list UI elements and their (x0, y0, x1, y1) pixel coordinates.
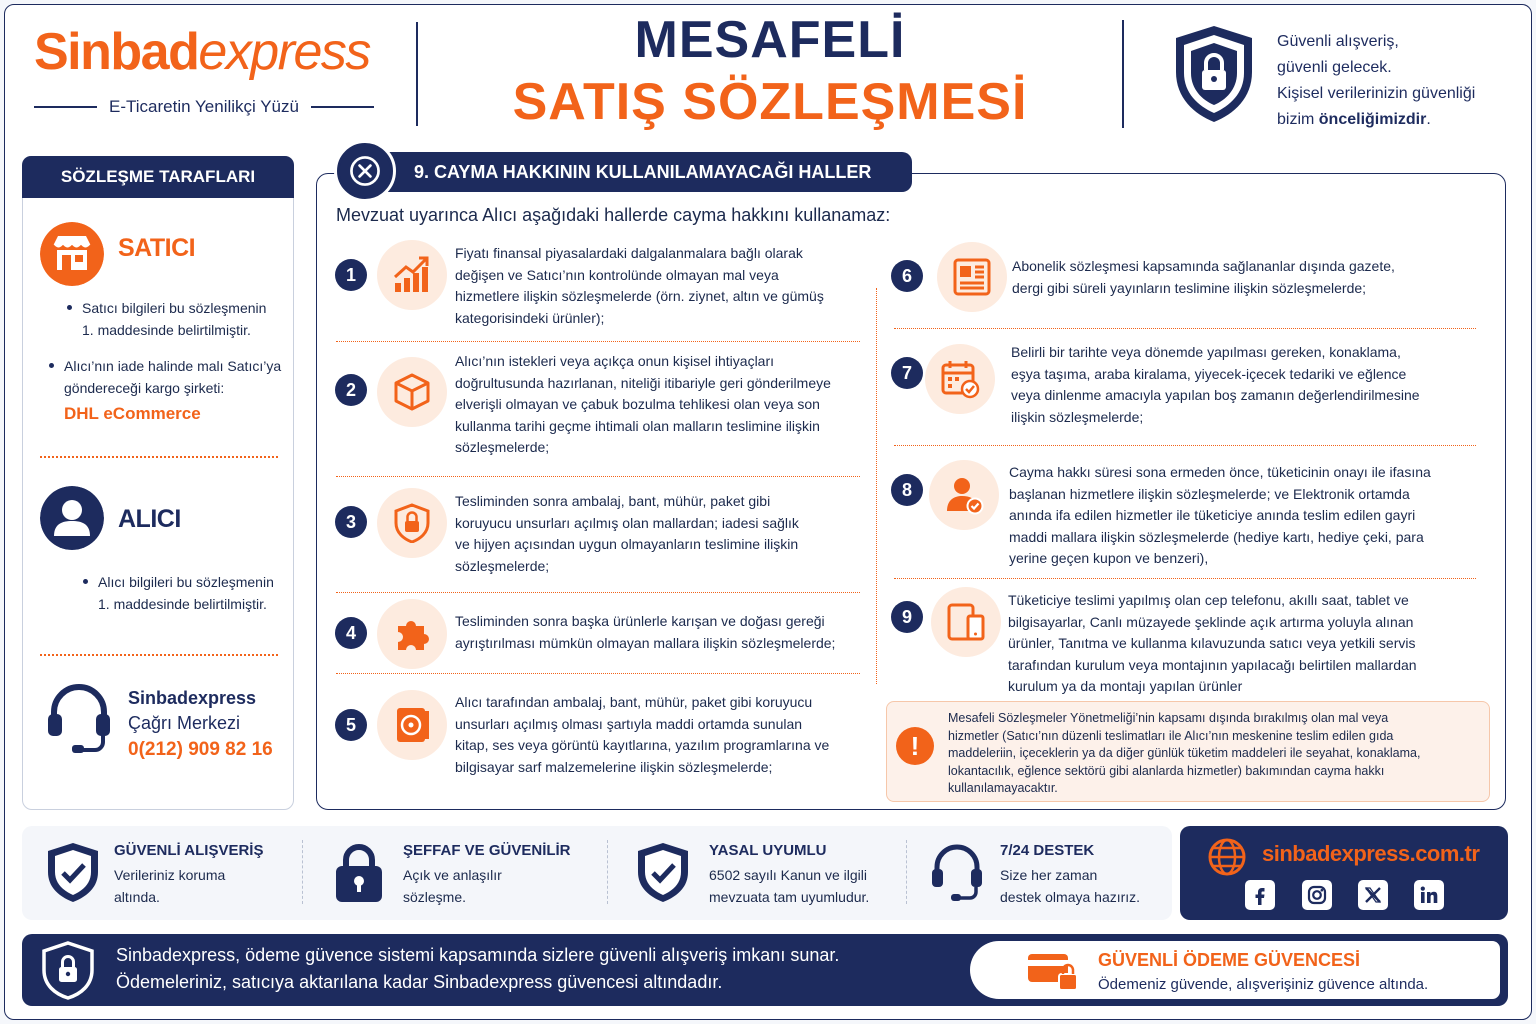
column-divider (876, 288, 877, 684)
headset-icon (44, 682, 114, 754)
item-text: Tesliminden sonra başka ürünlerle karışan ve doğası gereği ayrıştırılması mümkün olmayan mallara ilişkin sözleşmelerde; (455, 613, 836, 651)
divider (336, 673, 860, 674)
item-text: Cayma hakkı süresi sona ermeden önce, tüketicinin onayı ile ifasına başlanan hizmetlere ilişkin sözleşmelerde; ve Elektronik ortamda anında ifa edilen hizmetler ile tüketiciye anında teslim edilen gayri maddi mallara ilişkin sözleşmelerde (hediye kartı, hediye çeki, para yerine geçen kupon ve benzeri), (1009, 464, 1431, 567)
media-disc-icon (377, 690, 447, 760)
callcenter-phone[interactable]: 0(212) 909 82 16 (128, 739, 273, 760)
card-lock-icon (1026, 950, 1080, 992)
feature-text: Açık ve anlaşılır sözleşme. (403, 867, 502, 905)
item-text: Alıcı’nın istekleri veya açıkça onun kişisel ihtiyaçları doğrultusunda hazırlanan, niteliği itibariyle geri gönderilmeye elverişli olmayan ve çabuk bozulma tehlikesi olan veya son kullanma tarihi geçme ihtimali olan malların teslimine ilişkin sözleşmelerde; (455, 353, 831, 456)
shield-lock-icon (40, 940, 96, 1000)
website-link[interactable]: sinbadexpress.com.tr (1262, 841, 1480, 866)
divider (40, 654, 278, 656)
seller-info-bullet: Satıcı bilgileri bu sözleşmenin 1. maddesinde belirtilmiştir. (64, 297, 266, 341)
section-intro: Mevzuat uyarınca Alıcı aşağıdaki hallerde cayma hakkını kullanamaz: (336, 205, 891, 225)
callcenter-label: Çağrı Merkezi (128, 713, 241, 733)
divider (906, 840, 907, 904)
scope-note-text: Mesafeli Sözleşmeler Yönetmeliği’nin kapsamı dışında bırakılmış olan mal veya hizmetler (Satıcı’nın düzenli teslimatları ile Alıcı’nın meskenine teslim edilen gıda maddeleriin, içeceklerin ya da diğer günlük tüketim maddeleri ile seyahat, konaklama, lokantacılık, eğlence sektörü gibi alanlarda hizmetler) bakımından cayma hakkı kullanılamayacaktır. (948, 711, 1421, 795)
calendar-check-icon (925, 344, 995, 414)
chart-growth-icon (377, 240, 447, 310)
divider (40, 456, 278, 458)
feature-text: 6502 sayılı Kanun ve ilgili mevzuata tam uyumludur. (709, 867, 870, 905)
callcenter-name: Sinbadexpress (128, 688, 257, 708)
divider (336, 592, 860, 593)
cancel-circle-icon (334, 140, 396, 202)
page-title-line1: MESAFELİ (634, 11, 906, 69)
seller-cargo-bullet: Alıcı’nın iade halinde malı Satıcı’ya göndereceği kargo şirketi: (46, 355, 281, 399)
devices-icon (931, 587, 1001, 657)
secure-payment-text: Ödemeniz güvende, alışverişiniz güvence altında. (1098, 976, 1429, 993)
globe-icon (1206, 836, 1248, 878)
item-number: 7 (891, 357, 923, 389)
shield-check-icon (44, 840, 102, 904)
item-text: Abonelik sözleşmesi kapsamında sağlananlar dışında gazete, dergi gibi süreli yayınların teslimine ilişkin sözleşmelerde; (1012, 258, 1395, 296)
divider (894, 328, 1476, 329)
item-number: 6 (891, 260, 923, 292)
exclamation-icon: ! (896, 727, 934, 765)
item-number: 5 (335, 709, 367, 741)
feature-text: Verileriniz koruma altında. (114, 867, 226, 905)
user-icon (40, 486, 104, 550)
header-divider (1122, 20, 1124, 128)
guarantee-text: Sinbadexpress, ödeme güvence sistemi kapsamında sizlere güvenli alışveriş imkanı sunar. Ödemeleriniz, satıcıya aktarılana kadar Sinbadexpress güvencesi altındadır. (116, 945, 840, 992)
cargo-company: DHL eCommerce (64, 404, 201, 423)
item-number: 1 (335, 259, 367, 291)
page-title-line2: SATIŞ SÖZLEŞMESİ (512, 73, 1028, 131)
item-number: 8 (891, 474, 923, 506)
lock-icon (330, 840, 388, 904)
divider (607, 840, 608, 904)
headset-icon (928, 840, 986, 904)
feature-title: GÜVENLİ ALIŞVERİŞ (114, 842, 264, 859)
facebook-icon[interactable] (1245, 880, 1275, 910)
buyer-info-bullet: Alıcı bilgileri bu sözleşmenin 1. maddesinde belirtilmiştir. (80, 571, 274, 615)
feature-text: Size her zaman destek olmaya hazırız. (1000, 867, 1141, 905)
shield-lock-icon (377, 488, 447, 558)
feature-title: 7/24 DESTEK (1000, 842, 1095, 859)
secure-payment-title: GÜVENLİ ÖDEME GÜVENCESİ (1098, 950, 1361, 970)
item-text: Alıcı tarafından ambalaj, bant, mühür, paket gibi koruyucu unsurları açılmış olması şartıyla maddi ortamda sunulan kitap, ses veya görüntü kayıtlarına, yazılım programlarına ve bilgisayar sarf malzemelerine ilişkin sözleşmelerde; (455, 694, 830, 775)
item-text: Fiyatı finansal piyasalardaki dalgalanmalara bağlı olarak değişen ve Satıcı’nın kontrolünde olmayan mal veya hizmetlere ilişkin sözleşmelerde (örn. ziynet, altın ve gümüş kategorisindeki ürünler); (455, 245, 824, 326)
parties-heading: SÖZLEŞME TARAFLARI (22, 156, 294, 198)
item-number: 3 (335, 506, 367, 538)
feature-title: YASAL UYUMLU (709, 842, 827, 859)
user-check-icon (929, 460, 999, 530)
instagram-icon[interactable] (1302, 880, 1332, 910)
brand-logo[interactable]: Sinbadexpress (34, 23, 370, 81)
divider (894, 578, 1476, 579)
item-text: Tüketiciye teslimi yapılmış olan cep telefonu, akıllı saat, tablet ve bilgisayarlar, Canlı müzayede şeklinde açık artırma yoluyla alınan ürünler, Tanıtma ve kullanma kılavuzunda satıcı veya yetkili servis tarafından kurulum veya montajının yapılacağı belirtilen mallardan kurulum ya da montajı yapılan ürünler (1008, 592, 1417, 695)
divider (336, 476, 860, 477)
puzzle-icon (377, 599, 447, 669)
shield-check-icon (634, 840, 692, 904)
feature-title: ŞEFFAF VE GÜVENİLİR (403, 842, 571, 859)
header-divider (416, 22, 418, 126)
divider (894, 445, 1476, 446)
store-icon (40, 222, 104, 286)
buyer-title: ALICI (118, 505, 181, 533)
linkedin-icon[interactable] (1414, 880, 1444, 910)
brand-tagline: E-Ticaretin Yenilikçi Yüzü (34, 97, 374, 117)
item-text: Belirli bir tarihte veya dönemde yapılması gereken, konaklama, eşya taşıma, araba kiralama, yiyecek-içecek tedariki ve eğlence veya dinlenme amacıyla yapılan boş zamanın değerlendirilmesine ilişkin sözleşmelerde; (1011, 344, 1420, 425)
box-icon (377, 357, 447, 427)
x-icon[interactable] (1358, 880, 1388, 910)
security-message: Güvenli alışveriş, güvenli gelecek. Kişisel verilerinizin güvenliği bizim önceliğimizdir. (1277, 33, 1476, 128)
item-text: Tesliminden sonra ambalaj, bant, mühür, paket gibi koruyucu unsurları açılmış olan mallardan; iadesi sağlık ve hijyen açısından uygun olmayanların teslimine ilişkin sözleşmelerde; (455, 493, 799, 574)
divider (302, 840, 303, 904)
divider (336, 341, 860, 342)
shield-lock-icon (1170, 22, 1258, 126)
item-number: 2 (335, 374, 367, 406)
item-number: 9 (891, 601, 923, 633)
seller-title: SATICI (118, 234, 196, 262)
section-title: 9. CAYMA HAKKININ KULLANILAMAYACAĞI HALLER (388, 152, 912, 192)
newspaper-icon (937, 242, 1007, 312)
item-number: 4 (335, 617, 367, 649)
